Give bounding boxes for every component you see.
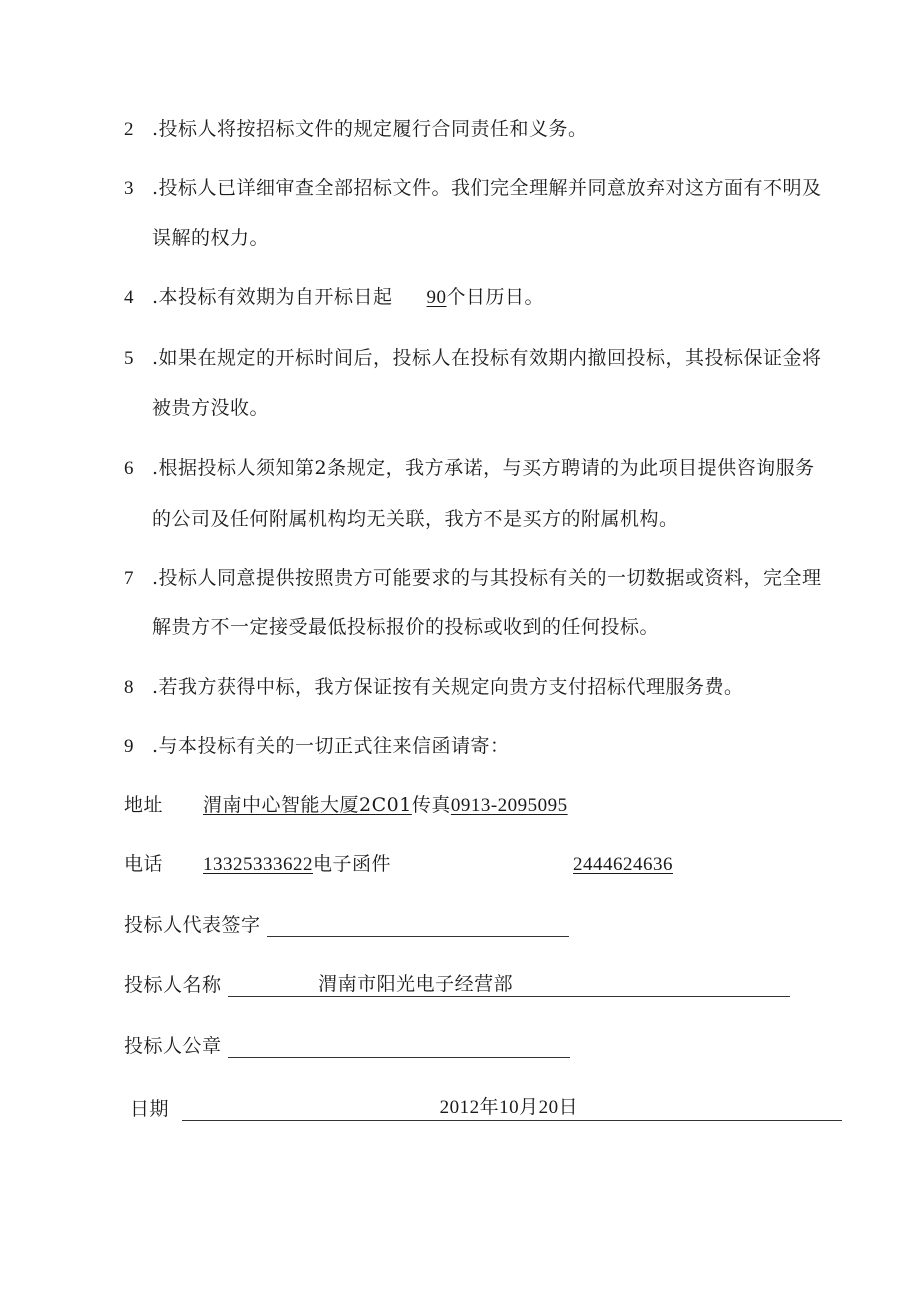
phone-value: 13325333622 (203, 854, 314, 875)
address-row (124, 793, 568, 818)
clause-number: 2 (124, 119, 134, 140)
clause-text: 个日历日。 (446, 286, 545, 308)
clause-7-continuation (152, 615, 659, 639)
clause-3-continuation (152, 226, 269, 250)
phone-label: 电话 (124, 853, 164, 875)
rep-label: 投标人代表签字 (124, 914, 261, 936)
bidder-name-field[interactable] (228, 974, 790, 997)
address-value: 渭南中心智能大厦2C01 (203, 794, 412, 816)
clause-text: .与本投标有关的一切正式往来信函请寄： (152, 735, 510, 757)
clause-number: 4 (124, 287, 134, 308)
clause-number: 7 (124, 568, 134, 589)
clause-text: 被贵方没收。 (152, 397, 270, 419)
clause-7 (124, 566, 822, 591)
clause-text: 的公司及任何附属机构均无关联，我方不是买方的附属机构。 (152, 508, 679, 530)
email-label: 电子函件 (313, 853, 392, 875)
clause-4 (124, 285, 544, 310)
fax-value: 0913-2095095 (450, 795, 568, 816)
date-value: 2012年10月20日 (439, 1097, 579, 1118)
clause-text: .本投标有效期为自开标日起 (152, 286, 393, 308)
email-value-wrap (573, 852, 673, 877)
seal-field[interactable] (228, 1035, 570, 1058)
clause-5-continuation (152, 396, 269, 420)
phone-row (124, 852, 391, 877)
clause-3 (124, 176, 822, 201)
date-row (130, 1097, 842, 1121)
address-label: 地址 (124, 794, 164, 816)
bidder-name-value: 渭南市阳光电子经营部 (318, 973, 514, 995)
clause-text: .投标人将按招标文件的规定履行合同责任和义务。 (152, 118, 588, 140)
clause-text: 解贵方不一定接受最低投标报价的投标或收到的任何投标。 (152, 616, 660, 638)
clause-text: .投标人已详细审查全部招标文件。我们完全理解并同意放弃对这方面有不明及 (152, 177, 822, 199)
fax-label: 传真 (411, 794, 451, 816)
clause-8 (124, 675, 744, 700)
clause-number: 3 (124, 178, 134, 199)
email-value: 2444624636 (573, 854, 673, 875)
clause-text: .若我方获得中标，我方保证按有关规定向贵方支付招标代理服务费。 (152, 676, 744, 698)
clause-6 (124, 456, 815, 481)
clause-text: 误解的权力。 (152, 227, 270, 249)
clause-text: .投标人同意提供按照贵方可能要求的与其投标有关的一切数据或资料，完全理 (152, 567, 822, 589)
clause-number: 8 (124, 677, 134, 698)
clause-2 (124, 117, 588, 142)
clause-number: 5 (124, 348, 134, 369)
bidder-name-row (124, 973, 790, 997)
clause-9 (124, 734, 510, 759)
validity-days: 90 (426, 287, 447, 308)
clause-text: .如果在规定的开标时间后，投标人在投标有效期内撤回投标，其投标保证金将 (152, 347, 822, 369)
rep-signature-row (124, 913, 569, 937)
seal-row (124, 1034, 570, 1058)
clause-number: 6 (124, 458, 134, 479)
clause-number: 9 (124, 736, 134, 757)
date-field[interactable] (182, 1098, 842, 1121)
name-label: 投标人名称 (124, 974, 222, 996)
clause-text: .根据投标人须知第2条规定，我方承诺，与买方聘请的为此项目提供咨询服务 (152, 457, 815, 479)
clause-5 (124, 346, 822, 371)
clause-6-continuation (152, 507, 679, 531)
rep-signature-field[interactable] (267, 914, 569, 937)
seal-label: 投标人公章 (124, 1035, 222, 1057)
date-label: 日期 (130, 1098, 170, 1120)
